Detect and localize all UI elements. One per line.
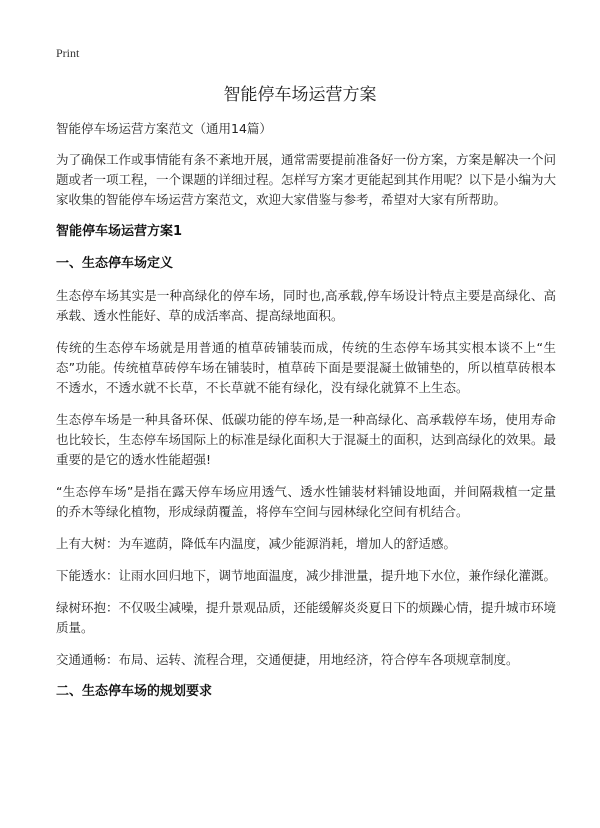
paragraph: 上有大树：为车遮荫，降低车内温度，减少能源消耗，增加人的舒适感。 <box>56 536 457 551</box>
heading-planning-requirements: 二、生态停车场的规划要求 <box>56 684 213 699</box>
paragraph: “生态停车场”是指在露天停车场应用透气、透水性铺装材料铺设地面，并间隔栽植一定量的乔木等绿化植物，形成绿荫覆盖，将停车空间与园林绿化空间有机结合。 <box>56 484 556 519</box>
paragraph: 绿树环抱：不仅吸尘减噪，提升景观品质，还能缓解炎炎夏日下的烦躁心情，提升城市环境质量。 <box>56 600 557 635</box>
print-link[interactable]: Print <box>56 46 80 60</box>
paragraph: 生态停车场其实是一种高绿化的停车场，同时也,高承载,停车场设计特点主要是高绿化、高承载、透水性能好、草的成活率高、提高绿地面积。 <box>56 288 556 323</box>
page-title: 智能停车场运营方案 <box>223 85 377 105</box>
paragraph: 生态停车场是一种具备环保、低碳功能的停车场,是一种高绿化、高承载停车场，使用寿命也比较长，生态停车场国际上的标准是绿化面积大于混凝土的面积，达到高绿化的效果。最重要的是它的透水性能超强! <box>56 412 557 467</box>
section-title: 智能停车场运营方案1 <box>56 224 183 239</box>
paragraph: 传统的生态停车场就是用普通的植草砖铺装而成，传统的生态停车场其实根本谈不上“生态”功能。传统植草砖停车场在铺装时，植草砖下面是要混凝土做铺垫的，所以植草砖根本不透水，不透水就不长草，不长草就不能有绿化，没有绿化就算不上生态。 <box>56 340 556 395</box>
paragraph: 下能透水：让雨水回归地下，调节地面温度，减少排泄量，提升地下水位，兼作绿化灌溉。 <box>56 568 557 583</box>
heading-definition: 一、生态停车场定义 <box>56 256 174 271</box>
intro-paragraph: 为了确保工作或事情能有条不紊地开展，通常需要提前准备好一份方案，方案是解决一个问题或者一项工程，一个课题的详细过程。怎样写方案才更能起到其作用呢？以下是小编为大家收集的智能停车场运营方案范文，欢迎大家借鉴与参考，希望对大家有所帮助。 <box>56 152 557 207</box>
document-body <box>56 120 556 714</box>
document-subtitle: 智能停车场运营方案范文（通用14篇） <box>56 121 272 136</box>
paragraph: 交通通畅：布局、运转、流程合理，交通便捷，用地经济，符合停车各项规章制度。 <box>56 652 519 667</box>
